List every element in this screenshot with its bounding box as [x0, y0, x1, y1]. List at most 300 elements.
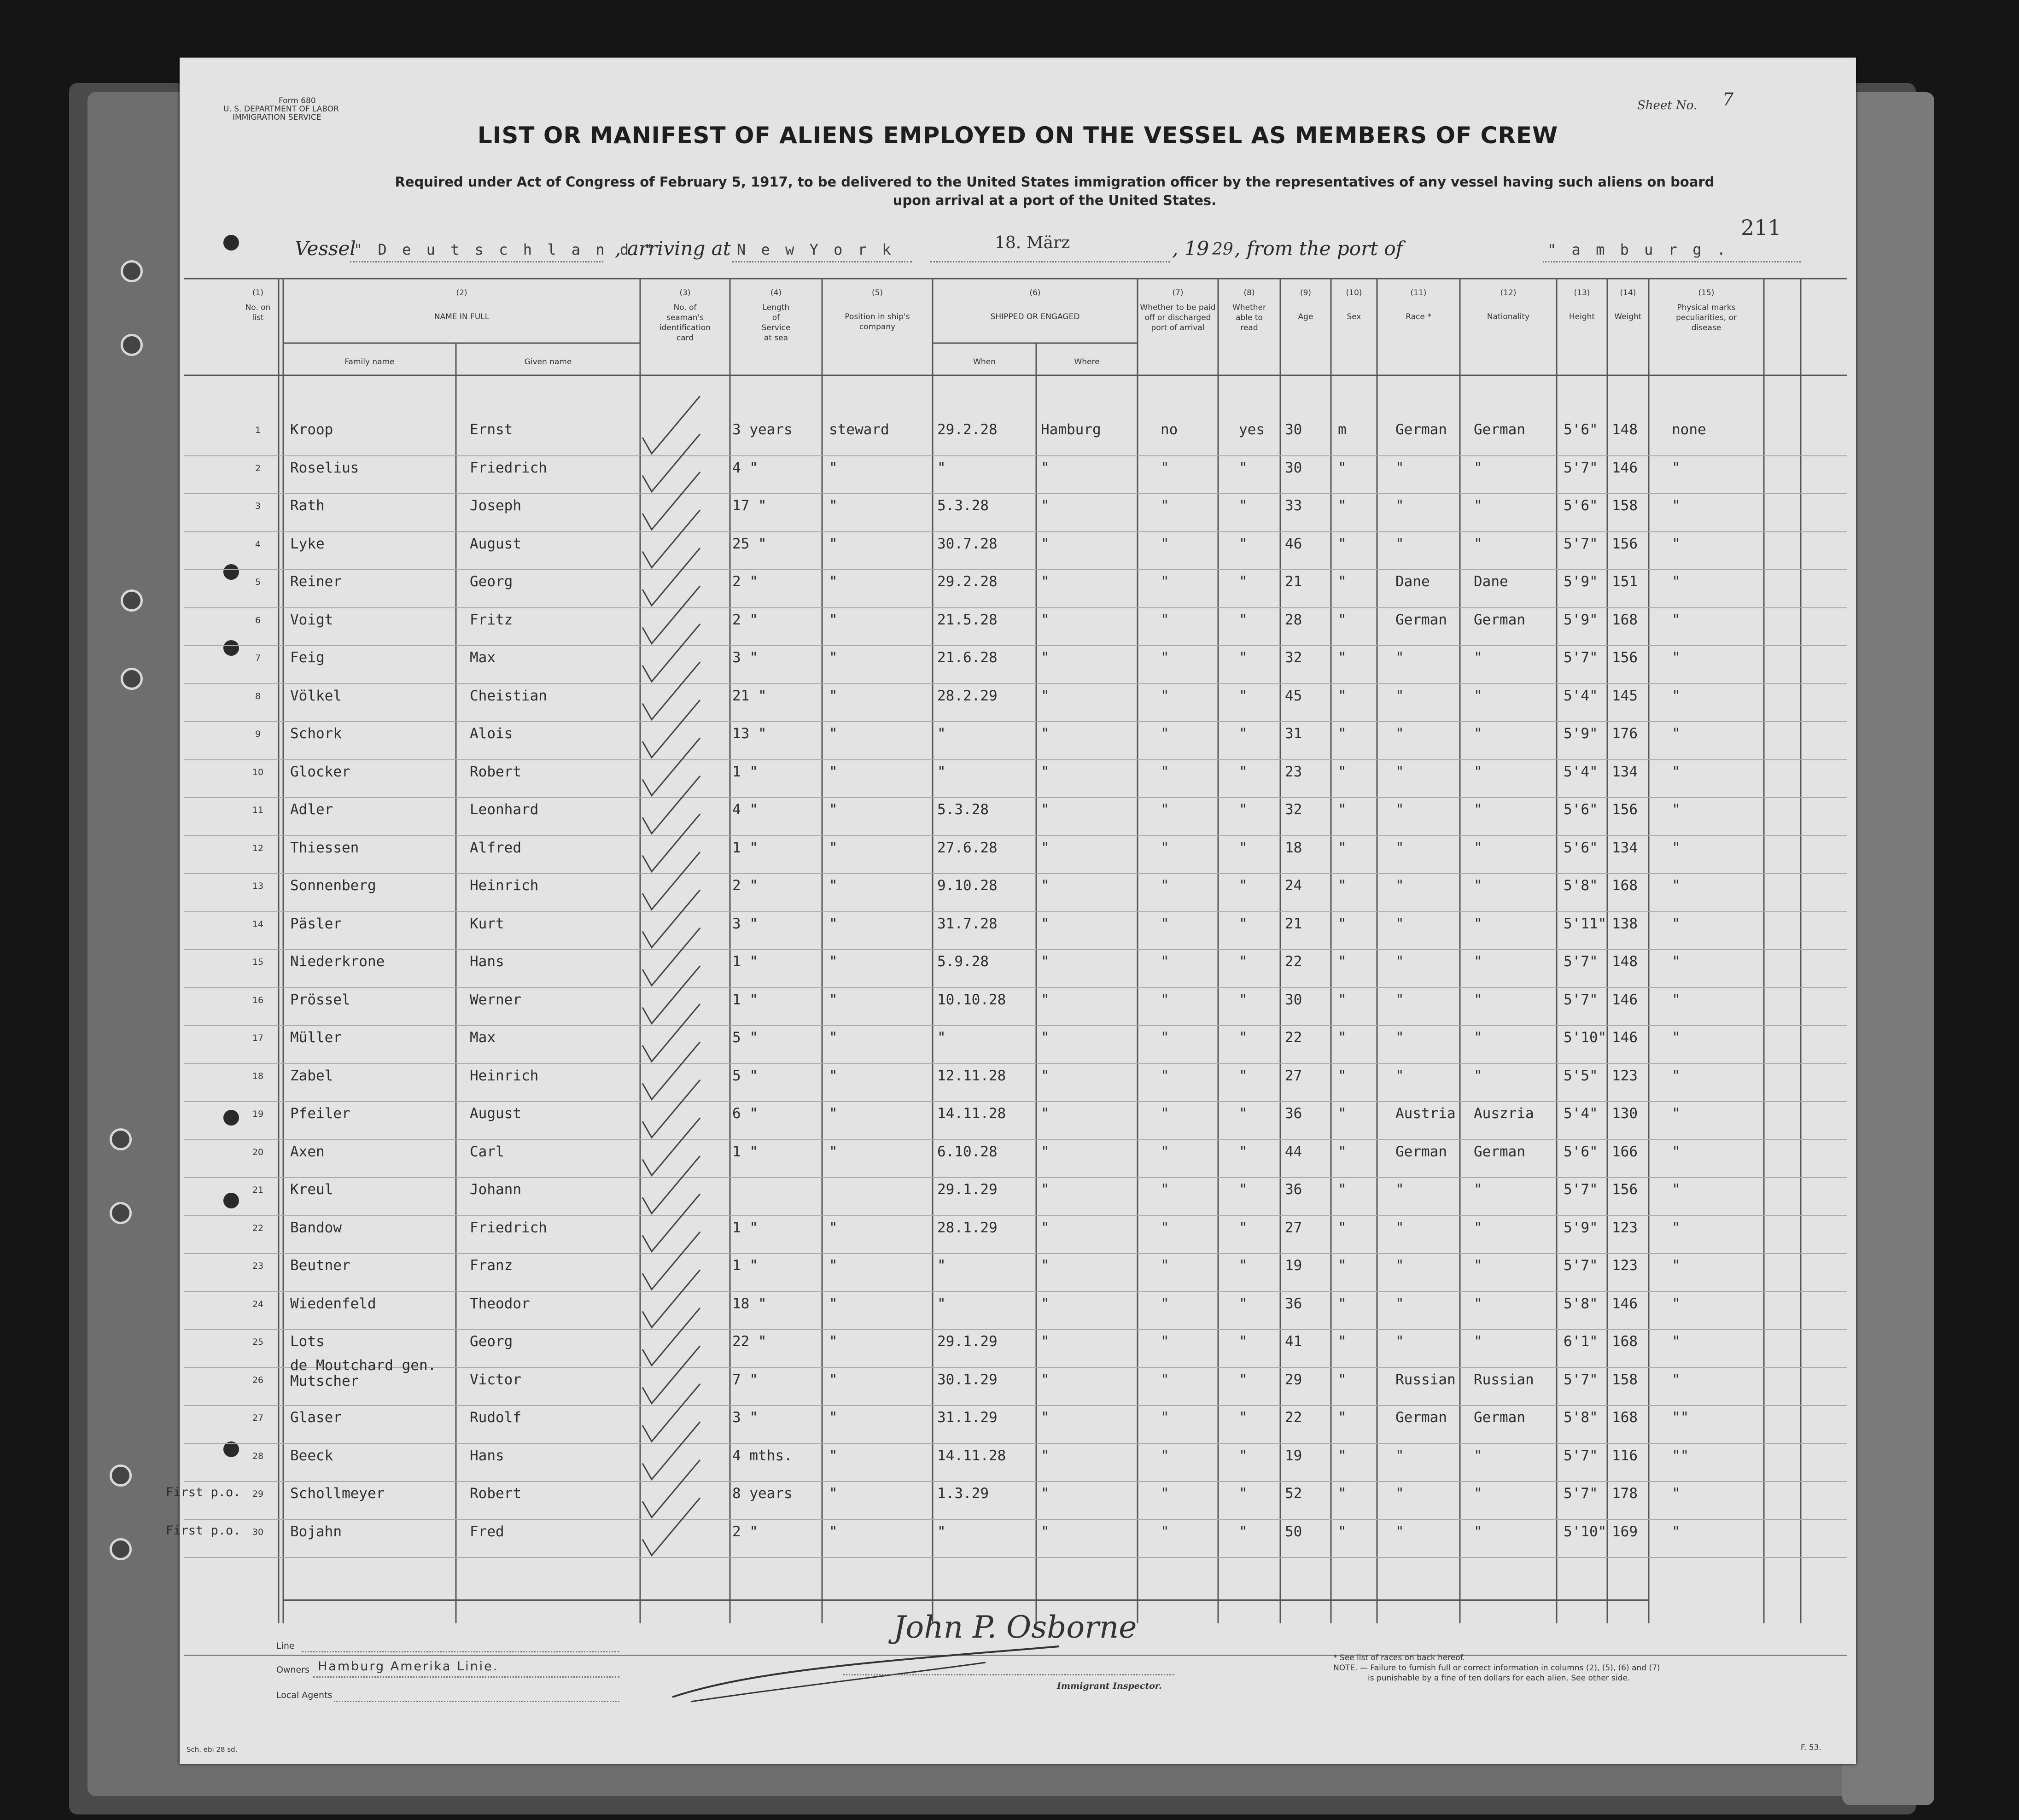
sheet-label: Sheet No. [1637, 99, 1698, 112]
cell-where: " [1041, 877, 1050, 894]
cell-when: 9.10.28 [937, 877, 998, 894]
cell-paid: no [1161, 421, 1178, 438]
cell-nat: " [1474, 839, 1482, 856]
cell-paid: " [1161, 1295, 1169, 1312]
voyage-line [295, 233, 1838, 265]
subtitle-line-1: Required under Act of Congress of February 5, 1917, to be delivered to the United States immigration officer by the representatives of any vessel having such aliens on board [395, 174, 1715, 190]
cell-age: 33 [1285, 497, 1302, 514]
cell-marks: " [1672, 573, 1681, 590]
cell-marks: " [1672, 1105, 1681, 1122]
cell-height: 5'7" [1564, 1181, 1598, 1198]
binder-hole [110, 1128, 132, 1150]
cell-when: 14.11.28 [937, 1447, 1006, 1464]
cell-weight: 156 [1612, 535, 1638, 552]
cell-marks: "" [1672, 1447, 1689, 1464]
cell-marks: " [1672, 1219, 1681, 1236]
cell-read: " [1239, 839, 1248, 856]
cell-age: 50 [1285, 1523, 1302, 1540]
row-number: 12 [252, 843, 264, 853]
cell-race: Austria [1395, 1105, 1456, 1122]
binder-hole [121, 589, 143, 612]
cell-race: " [1395, 535, 1404, 552]
cell-sex: " [1338, 535, 1347, 552]
cell-height: 5'11" [1564, 915, 1607, 932]
cell-service: 2 " [732, 1523, 758, 1540]
dotted-line [302, 1651, 619, 1652]
cell-age: 52 [1285, 1485, 1302, 1502]
row-number: 7 [255, 653, 261, 663]
cell-sex: " [1338, 1181, 1347, 1198]
cell-marks: " [1672, 611, 1681, 628]
cell-nat: " [1474, 459, 1482, 476]
cell-height: 5'7" [1564, 953, 1598, 970]
cell-given: Ernst [470, 421, 513, 438]
cell-given: Johann [470, 1181, 521, 1198]
cell-read: yes [1239, 421, 1265, 438]
check-mark [642, 1498, 700, 1556]
row-number: 15 [252, 957, 264, 967]
cell-read: " [1239, 1181, 1248, 1198]
cell-paid: " [1161, 991, 1169, 1008]
row-number: 14 [252, 919, 264, 929]
cell-height: 5'6" [1564, 421, 1598, 438]
col-1-label: No. on list [245, 303, 271, 322]
row-number: 3 [255, 501, 261, 511]
row-number: 27 [252, 1413, 264, 1423]
cell-sex: " [1338, 801, 1347, 818]
cell-sex: " [1338, 497, 1347, 514]
cell-family: Thiessen [290, 839, 359, 856]
cell-position: " [829, 1523, 838, 1540]
col-14-label: Weight [1614, 312, 1642, 321]
cell-marks: " [1672, 459, 1681, 476]
cell-read: " [1239, 535, 1248, 552]
col-9-header [1280, 288, 1331, 322]
cell-age: 21 [1285, 573, 1302, 590]
cell-where: " [1041, 535, 1050, 552]
cell-service: 2 " [732, 611, 758, 628]
cell-read: " [1239, 1447, 1248, 1464]
cell-race: " [1395, 801, 1404, 818]
cell-when: " [937, 725, 946, 742]
cell-where: " [1041, 573, 1050, 590]
row-number: 22 [252, 1223, 264, 1233]
cell-marks: " [1672, 1181, 1681, 1198]
service: IMMIGRATION SERVICE [233, 113, 321, 122]
dotted-line [1543, 261, 1801, 262]
cell-weight: 123 [1612, 1067, 1638, 1084]
cell-given: Hans [470, 1447, 504, 1464]
cell-age: 30 [1285, 459, 1302, 476]
row-prefix: First p.o. [166, 1523, 241, 1538]
cell-when: 27.6.28 [937, 839, 998, 856]
cell-marks: " [1672, 649, 1681, 666]
row-number: 5 [255, 577, 261, 587]
manifest-sheet [166, 58, 1856, 1764]
cell-race: " [1395, 1295, 1404, 1312]
cell-read: " [1239, 1409, 1248, 1426]
cell-position: steward [829, 421, 889, 438]
cell-position: " [829, 1219, 838, 1236]
cell-age: 27 [1285, 1219, 1302, 1236]
col-1-num: (1) [252, 288, 264, 298]
col-2a-header: Family name [344, 357, 395, 367]
cell-weight: 123 [1612, 1219, 1638, 1236]
cell-paid: " [1161, 1219, 1169, 1236]
cell-weight: 148 [1612, 953, 1638, 970]
col-2b-header: Given name [524, 357, 572, 367]
cell-family: Rath [290, 497, 325, 514]
cell-position: " [829, 573, 838, 590]
cell-service: 1 " [732, 1219, 758, 1236]
cell-where: " [1041, 915, 1050, 932]
row-number: 17 [252, 1033, 264, 1043]
cell-when: " [937, 1523, 946, 1540]
col-7-num: (7) [1172, 288, 1184, 298]
col-3-header [640, 288, 730, 343]
cell-height: 5'4" [1564, 763, 1598, 780]
cell-position: " [829, 1409, 838, 1426]
cell-age: 19 [1285, 1257, 1302, 1274]
col-10-label: Sex [1347, 312, 1361, 321]
cell-weight: 156 [1612, 801, 1638, 818]
fine-note: NOTE. — Failure to furnish full or correct information in columns (2), (5), (6) and (7) [1333, 1663, 1660, 1673]
cell-sex: " [1338, 839, 1347, 856]
cell-sex: m [1338, 421, 1347, 438]
cell-service: 1 " [732, 839, 758, 856]
cell-race: " [1395, 877, 1404, 894]
cell-weight: 158 [1612, 1371, 1638, 1388]
col-6b-header: Where [1074, 357, 1100, 367]
cell-given: Victor [470, 1371, 521, 1388]
cell-nat: " [1474, 1523, 1482, 1540]
cell-age: 28 [1285, 611, 1302, 628]
cell-height: 5'7" [1564, 1447, 1598, 1464]
cell-service: 17 " [732, 497, 767, 514]
cell-height: 5'6" [1564, 1143, 1598, 1160]
cell-where: " [1041, 725, 1050, 742]
binder-hole [121, 334, 143, 356]
col-15-label: Physical marks peculiarities, or disease [1676, 303, 1737, 332]
row-number: 2 [255, 463, 261, 473]
col-4-label: Length of Service at sea [761, 303, 791, 343]
cell-paid: " [1161, 459, 1169, 476]
cell-nat: " [1474, 1181, 1482, 1198]
cell-read: " [1239, 1295, 1248, 1312]
cell-family: Wiedenfeld [290, 1295, 376, 1312]
cell-given: Carl [470, 1143, 504, 1160]
arriving-label: , arriving at [615, 237, 731, 260]
cell-weight: 176 [1612, 725, 1638, 742]
cell-height: 6'1" [1564, 1333, 1598, 1350]
cell-paid: " [1161, 1105, 1169, 1122]
row-number: 20 [252, 1147, 264, 1157]
cell-height: 5'8" [1564, 1295, 1598, 1312]
cell-sex: " [1338, 687, 1347, 704]
cell-weight: 158 [1612, 497, 1638, 514]
cell-service: 25 " [732, 535, 767, 552]
cell-sex: " [1338, 1485, 1347, 1502]
cell-service: 3 " [732, 915, 758, 932]
cell-family: Glaser [290, 1409, 342, 1426]
cell-sex: " [1338, 459, 1347, 476]
cell-family: Sonnenberg [290, 877, 376, 894]
binder-hole [110, 1538, 132, 1560]
row-number: 1 [255, 425, 261, 435]
cell-height: 5'10" [1564, 1029, 1607, 1046]
row-number: 6 [255, 615, 261, 625]
cell-race: " [1395, 1447, 1404, 1464]
cell-race: " [1395, 725, 1404, 742]
cell-family: Adler [290, 801, 333, 818]
cell-given: Werner [470, 991, 521, 1008]
cell-height: 5'6" [1564, 497, 1598, 514]
cell-when: " [937, 1257, 946, 1274]
cell-sex: " [1338, 1219, 1347, 1236]
arrival-port: N e w Y o r k [737, 241, 894, 258]
cell-service: 5 " [732, 1029, 758, 1046]
cell-read: " [1239, 1333, 1248, 1350]
cell-nat: " [1474, 687, 1482, 704]
manifest-grid [180, 274, 1856, 1656]
cell-age: 30 [1285, 991, 1302, 1008]
dotted-line [930, 261, 1170, 262]
cell-race: " [1395, 459, 1404, 476]
cell-height: 5'7" [1564, 459, 1598, 476]
cell-age: 44 [1285, 1143, 1302, 1160]
cell-where: " [1041, 1257, 1050, 1274]
cell-nat: " [1474, 1447, 1482, 1464]
col-11-header [1377, 288, 1460, 322]
row-number: 28 [252, 1451, 264, 1461]
cell-race: Russian [1395, 1371, 1456, 1388]
cell-age: 36 [1285, 1295, 1302, 1312]
col-2-num: (2) [456, 288, 467, 298]
col-14-header [1607, 288, 1649, 322]
cell-family: Schork [290, 725, 342, 742]
row-number: 30 [252, 1527, 264, 1537]
cell-nat: " [1474, 497, 1482, 514]
vessel-name: " D e u t s c h l a n d " [354, 241, 656, 258]
cell-nat: " [1474, 535, 1482, 552]
cell-family: de Moutchard gen. Mutscher [290, 1357, 437, 1389]
cell-nat: German [1474, 1143, 1525, 1160]
cell-read: " [1239, 1485, 1248, 1502]
cell-nat: German [1474, 421, 1525, 438]
cell-weight: 146 [1612, 1295, 1638, 1312]
cell-read: " [1239, 649, 1248, 666]
cell-height: 5'7" [1564, 1371, 1598, 1388]
cell-given: Friedrich [470, 1219, 547, 1236]
cell-paid: " [1161, 1409, 1169, 1426]
subtitle [267, 173, 1842, 210]
cell-sex: " [1338, 1143, 1347, 1160]
cell-marks: " [1672, 915, 1681, 932]
cell-where: " [1041, 611, 1050, 628]
cell-read: " [1239, 1219, 1248, 1236]
cell-given: Fritz [470, 611, 513, 628]
sheet-number: 7 [1722, 89, 1734, 110]
cell-paid: " [1161, 649, 1169, 666]
cell-service: 13 " [732, 725, 767, 742]
cell-where: " [1041, 497, 1050, 514]
cell-given: Alois [470, 725, 513, 742]
cell-family: Zabel [290, 1067, 333, 1084]
vessel-label: Vessel [295, 237, 356, 260]
cell-age: 22 [1285, 1029, 1302, 1046]
cell-position: " [829, 1143, 838, 1160]
cell-nat: " [1474, 801, 1482, 818]
cell-service: 8 years [732, 1485, 793, 1502]
cell-service: 1 " [732, 991, 758, 1008]
cell-age: 27 [1285, 1067, 1302, 1084]
cell-where: " [1041, 801, 1050, 818]
col-11-label: Race * [1406, 312, 1431, 321]
cell-read: " [1239, 877, 1248, 894]
cell-sex: " [1338, 1257, 1347, 1274]
cell-height: 5'4" [1564, 1105, 1598, 1122]
cell-position: " [829, 801, 838, 818]
cell-position: " [829, 1257, 838, 1274]
cell-race: German [1395, 611, 1447, 628]
cell-sex: " [1338, 915, 1347, 932]
cell-where: " [1041, 1523, 1050, 1540]
cell-position: " [829, 1371, 838, 1388]
cell-given: Max [470, 1029, 496, 1046]
cell-service: 4 mths. [732, 1447, 793, 1464]
cell-read: " [1239, 573, 1248, 590]
col-6-num: (6) [1029, 288, 1041, 298]
binder-hole [110, 1464, 132, 1487]
cell-age: 18 [1285, 839, 1302, 856]
col-5-header [822, 288, 933, 332]
cell-given: Theodor [470, 1295, 530, 1312]
col-3-label: No. of seaman's identification card [659, 303, 711, 343]
col-2-header [283, 288, 640, 322]
inspector-label: Immigrant Inspector. [1057, 1681, 1162, 1691]
cell-paid: " [1161, 535, 1169, 552]
col-8-num: (8) [1243, 288, 1255, 298]
col-9-label: Age [1298, 312, 1313, 321]
row-number: 29 [252, 1489, 264, 1499]
cell-race: " [1395, 1333, 1404, 1350]
cell-position: " [829, 991, 838, 1008]
cell-service: 1 " [732, 763, 758, 780]
cell-race: " [1395, 1523, 1404, 1540]
cell-marks: " [1672, 535, 1681, 552]
cell-race: German [1395, 1143, 1447, 1160]
cell-weight: 145 [1612, 687, 1638, 704]
cell-service: 2 " [732, 877, 758, 894]
cell-marks: " [1672, 877, 1681, 894]
cell-given: Rudolf [470, 1409, 521, 1426]
subtitle-line-2: upon arrival at a port of the United States. [893, 192, 1217, 208]
cell-marks: " [1672, 1523, 1681, 1540]
cell-read: " [1239, 763, 1248, 780]
cell-where: " [1041, 1447, 1050, 1464]
cell-nat: Russian [1474, 1371, 1534, 1388]
cell-paid: " [1161, 801, 1169, 818]
cell-paid: " [1161, 1143, 1169, 1160]
cell-service: 1 " [732, 1143, 758, 1160]
cell-when: " [937, 1029, 946, 1046]
cell-when: " [937, 459, 946, 476]
cell-sex: " [1338, 1333, 1347, 1350]
cell-nat: " [1474, 915, 1482, 932]
cell-sex: " [1338, 991, 1347, 1008]
cell-weight: 151 [1612, 573, 1638, 590]
cell-where: " [1041, 1333, 1050, 1350]
cell-race: " [1395, 1257, 1404, 1274]
cell-marks: " [1672, 801, 1681, 818]
cell-where: " [1041, 839, 1050, 856]
cell-position: " [829, 1485, 838, 1502]
cell-marks: " [1672, 1067, 1681, 1084]
cell-where: " [1041, 953, 1050, 970]
row-number: 16 [252, 995, 264, 1005]
cell-where: " [1041, 1067, 1050, 1084]
cell-marks: " [1672, 1295, 1681, 1312]
col-5-num: (5) [871, 288, 883, 298]
cell-height: 5'4" [1564, 687, 1598, 704]
cell-nat: " [1474, 1029, 1482, 1046]
dotted-line [732, 261, 912, 262]
cell-position: " [829, 649, 838, 666]
cell-weight: 168 [1612, 1409, 1638, 1426]
col-6a-header: When [973, 357, 996, 367]
cell-weight: 168 [1612, 877, 1638, 894]
cell-nat: Dane [1474, 573, 1508, 590]
cell-nat: " [1474, 1333, 1482, 1350]
cell-nat: " [1474, 1219, 1482, 1236]
row-number: 10 [252, 767, 264, 777]
row-number: 21 [252, 1185, 264, 1195]
cell-marks: " [1672, 839, 1681, 856]
cell-service: 5 " [732, 1067, 758, 1084]
cell-read: " [1239, 725, 1248, 742]
cell-nat: " [1474, 1067, 1482, 1084]
cell-marks: " [1672, 1143, 1681, 1160]
cell-height: 5'7" [1564, 991, 1598, 1008]
cell-service: 1 " [732, 1257, 758, 1274]
cell-family: Reiner [290, 573, 342, 590]
page-stack-right [1842, 92, 1934, 1805]
cell-family: Völkel [290, 687, 342, 704]
cell-paid: " [1161, 497, 1169, 514]
col-3-num: (3) [679, 288, 691, 298]
col-12-num: (12) [1500, 288, 1517, 298]
department: U. S. DEPARTMENT OF LABOR [223, 105, 339, 114]
row-number: 26 [252, 1375, 264, 1385]
cell-weight: 116 [1612, 1447, 1638, 1464]
cell-age: 46 [1285, 535, 1302, 552]
cell-age: 36 [1285, 1105, 1302, 1122]
cell-paid: " [1161, 839, 1169, 856]
col-13-header [1557, 288, 1607, 322]
cell-position: " [829, 459, 838, 476]
page-number: 211 [1741, 215, 1781, 240]
cell-family: Müller [290, 1029, 342, 1046]
cell-family: Prössel [290, 991, 350, 1008]
col-11-num: (11) [1410, 288, 1427, 298]
cell-family: Glocker [290, 763, 350, 780]
cell-paid: " [1161, 877, 1169, 894]
cell-when: 31.7.28 [937, 915, 998, 932]
cell-where: " [1041, 1143, 1050, 1160]
cell-read: " [1239, 1257, 1248, 1274]
cell-given: Cheistian [470, 687, 547, 704]
cell-race: German [1395, 1409, 1447, 1426]
